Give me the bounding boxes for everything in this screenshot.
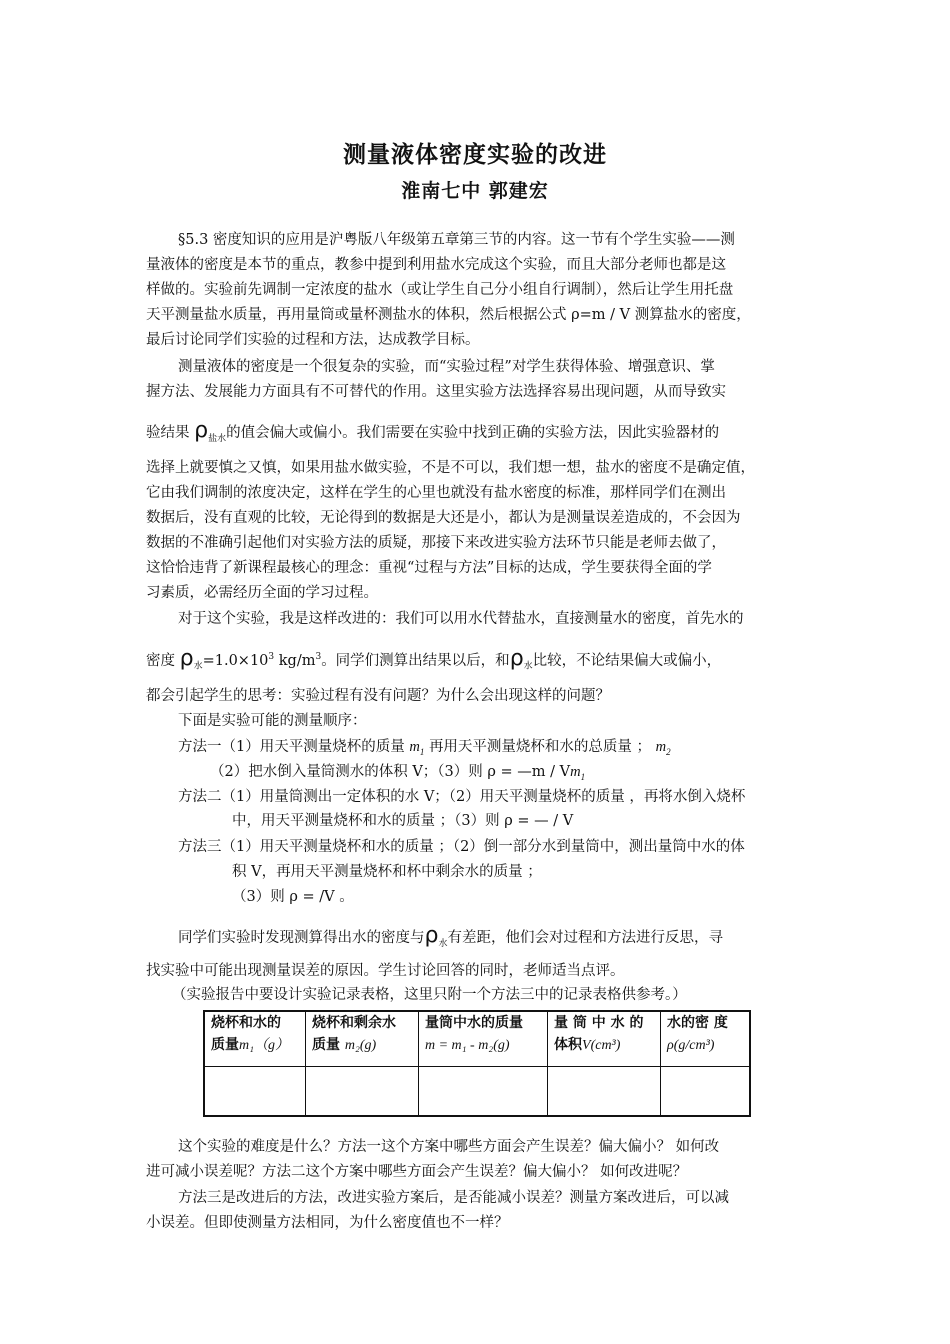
method-3-step-1: 方法三（1）用天平测量烧杯和水的质量 ；（2）倒一部分水到量筒中，测出量筒中水的体 <box>178 839 745 855</box>
p2-line-5: 它由我们调制的浓度决定，这样在学生的心里也就没有盐水密度的标准，那样同学们在测出 <box>146 485 726 501</box>
p1-line-2: 量液体的密度是本节的重点，教参中提到利用盐水完成这个实验，而且大部分老师也都是这 <box>146 257 726 273</box>
author-line: 淮南七中 郭建宏 <box>401 180 549 202</box>
p6-line-2: 小误差。但即使测量方法相同，为什么密度值也不一样？ <box>146 1215 509 1231</box>
p3-line-1: 对于这个实验，我是这样改进的：我们可以用水代替盐水，直接测量水的密度，首先水的 <box>178 611 744 627</box>
p2-line-1: 测量液体的密度是一个很复杂的实验，而“实验过程”对学生获得体验、增强意识、掌 <box>178 359 715 375</box>
p1-line-3: 样做的。实验前先调制一定浓度的盐水（或让学生自己分小组自行调制），然后让学生用托盘 <box>146 282 734 298</box>
table-row <box>204 1067 750 1117</box>
method-3-step-3: （3）则 ρ = /V 。 <box>232 889 354 905</box>
table-header-cell: 量筒中水的质量 m = m₁ - m₂(g) <box>419 1011 548 1067</box>
rho-symbol: ρ <box>194 418 209 443</box>
table-cell <box>306 1067 419 1117</box>
table-header-cell: 烧杯和水的 质量m₁（g） <box>204 1011 306 1067</box>
p6-line-1: 方法三是改进后的方法，改进实验方案后，是否能减小误差？测量方案改进后，可以减 <box>178 1190 729 1206</box>
table-note: （实验报告中要设计实验记录表格，这里只附一个方法三中的记录表格供参考。） <box>172 987 687 1003</box>
p4-line-2: 找实验中可能出现测量误差的原因。学生讨论回答的同时，老师适当点评。 <box>146 963 625 979</box>
p3-line-3: 都会引起学生的思考：实验过程有没有问题？为什么会出现这样的问题？ <box>146 688 610 704</box>
method-2-step-2: 中，用天平测量烧杯和水的质量 ；（3）则 ρ = — / V <box>232 813 574 829</box>
method-3-step-2: 积 V，再用天平测量烧杯和杯中剩余水的质量 ； <box>232 864 542 880</box>
method-2-step-1: 方法二（1）用量筒测出一定体积的水 V；（2）用天平测量烧杯的质量 ，再将水倒入烧杯 <box>178 789 746 805</box>
table-header-cell: 量 筒 中 水 的 体积V(cm³) <box>548 1011 661 1067</box>
page-title: 测量液体密度实验的改进 <box>343 142 607 168</box>
p1-line-1: §5.3 密度知识的应用是沪粤版八年级第五章第三节的内容。这一节有个学生实验——测 <box>178 232 735 248</box>
order-intro: 下面是实验可能的测量顺序： <box>178 713 367 729</box>
p5-line-1: 这个实验的难度是什么？方法一这个方案中哪些方面会产生误差？偏大偏小？ 如何改 <box>178 1139 720 1155</box>
table-header-cell: 烧杯和剩余水 质量 m₂(g) <box>306 1011 419 1067</box>
p2-line-9: 习素质，必需经历全面的学习过程。 <box>146 585 378 601</box>
p2-rho-line: 验结果 $\rho_{盐水}$的值会偏大或偏小。我们需要在实验中找到正确的实验方法，因此实验器材的 <box>146 418 720 444</box>
table-cell <box>419 1067 548 1117</box>
table-cell <box>548 1067 661 1117</box>
p2-line-2: 握方法、发展能力方面具有不可替代的作用。这里实验方法选择容易出现问题，从而导致实 <box>146 384 726 400</box>
p2-line-4: 选择上就要慎之又慎，如果用盐水做实验，不是不可以，我们想一想，盐水的密度不是确定值， <box>146 460 755 476</box>
p2-line-6: 数据后，没有直观的比较，无论得到的数据是大还是小，都认为是测量误差造成的，不会因为 <box>146 510 741 526</box>
p2-line-7: 数据的不准确引起他们对实验方法的质疑，那接下来改进实验方法环节只能是老师去做了， <box>146 535 726 551</box>
p4-rho-line: 同学们实验时发现测算得出水的密度与$\rho_水$有差距，他们会对过程和方法进行反思，寻 <box>178 923 723 949</box>
record-table <box>203 1010 751 1117</box>
table-header-row <box>204 1011 750 1067</box>
method-1-step-1: 方法一（1）用天平测量烧杯的质量 $m_1$ 再用天平测量烧杯和水的总质量 ； $m_2$ <box>178 739 671 757</box>
p3-density-line: 密度 $\rho_水=1.0\times 10^3$ $kg/m^3$。同学们测算出结果以后，和$\rho_水$比较，不论结果偏大或偏小， <box>146 645 722 672</box>
table-header-cell: 水的密 度 ρ(g/cm³) <box>661 1011 751 1067</box>
method-1-step-2: （2）把水倒入量筒测水的体积 V；（3）则 ρ = —m / $Vm_1$ <box>210 764 586 782</box>
p1-line-4: 天平测量盐水质量，再用量筒或量杯测盐水的体积，然后根据公式 ρ=m / V 测算盐水的密度， <box>146 307 751 323</box>
p2-line-8: 这恰恰违背了新课程最核心的理念：重视“过程与方法”目标的达成，学生要获得全面的学 <box>146 560 712 576</box>
table-cell <box>661 1067 751 1117</box>
p5-line-2: 进可减小误差呢？方法二这个方案中哪些方面会产生误差？偏大偏小？ 如何改进呢？ <box>146 1164 688 1180</box>
table-cell <box>204 1067 306 1117</box>
p1-line-5: 最后讨论同学们实验的过程和方法，达成教学目标。 <box>146 332 480 348</box>
